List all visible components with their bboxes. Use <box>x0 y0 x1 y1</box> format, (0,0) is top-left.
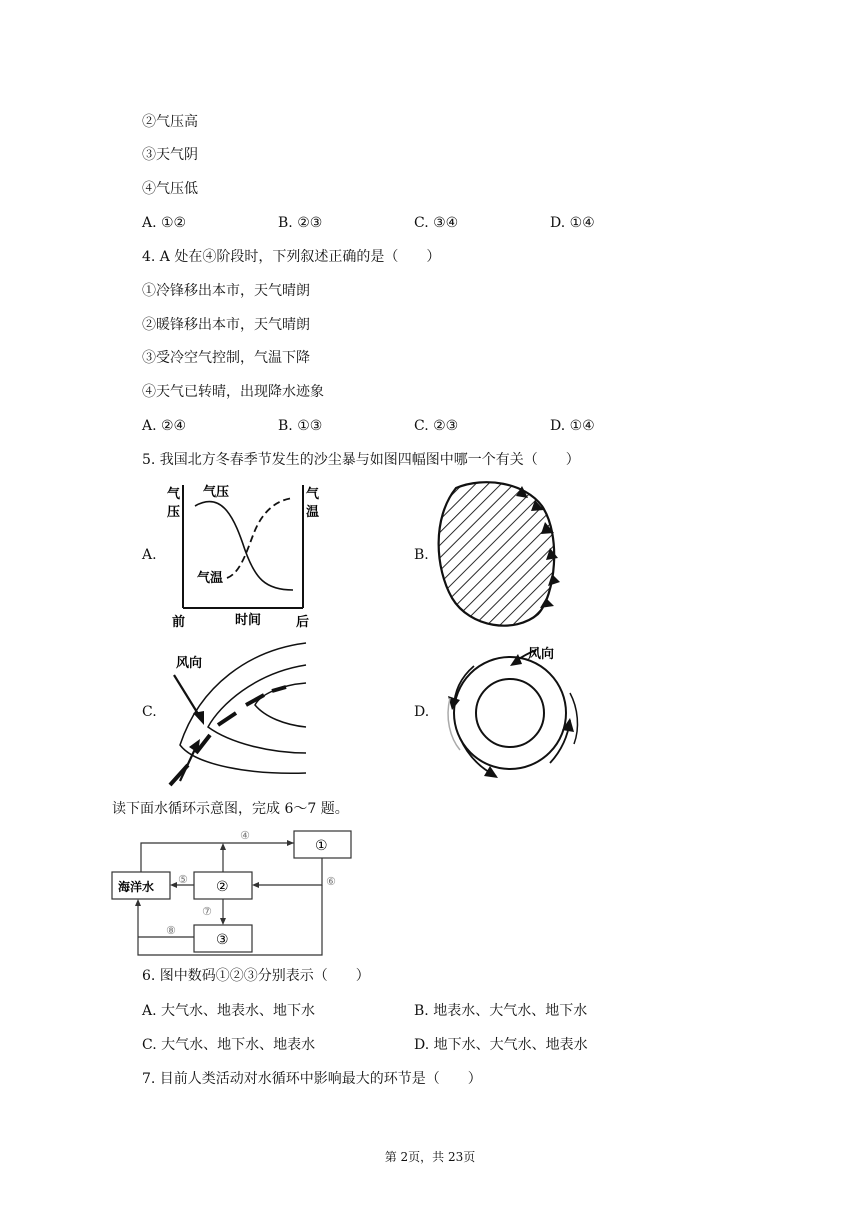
q7-stem: 7. 目前人类活动对水循环中影响最大的环节是（ ） <box>142 1071 482 1087</box>
q5-label-a: A. <box>142 547 157 563</box>
cycle-box-3-label: ③ <box>216 932 229 948</box>
cycle-box-1-label: ① <box>315 838 328 854</box>
q4-item-1: ①冷锋移出本市，天气晴朗 <box>142 283 310 299</box>
q4-item-2: ②暖锋移出本市，天气晴朗 <box>142 317 310 333</box>
q3-item-4: ④气压低 <box>142 181 198 197</box>
q6-option-b: B. 地表水、大气水、地下水 <box>414 1003 588 1019</box>
fig-a-right-axis-2: 温 <box>306 505 320 520</box>
section-intro: 读下面水循环示意图，完成 6～7 题。 <box>112 801 349 817</box>
fig-a-x-after: 后 <box>296 615 310 630</box>
q6-stem: 6. 图中数码①②③分别表示（ ） <box>142 968 370 984</box>
fig-a-left-axis-2: 压 <box>167 505 181 520</box>
fig-d-wind-label: 风向 <box>528 647 555 662</box>
q6-option-c: C. 大气水、地下水、地表水 <box>142 1037 316 1053</box>
q6-option-a: A. 大气水、地表水、地下水 <box>142 1003 316 1019</box>
q3-option-c: C. ③④ <box>414 215 459 231</box>
cycle-arrow-6: ⑥ <box>326 875 336 888</box>
q5-stem: 5. 我国北方冬春季节发生的沙尘暴与如图四幅图中哪一个有关（ ） <box>142 452 580 468</box>
q5-label-b: B. <box>414 547 429 563</box>
q4-option-c: C. ②③ <box>414 418 459 434</box>
q3-option-a: A. ①② <box>142 215 187 231</box>
q5-label-d: D. <box>414 704 430 720</box>
q4-option-d: D. ①④ <box>550 418 595 434</box>
cycle-arrow-7: ⑦ <box>202 905 212 918</box>
water-cycle-diagram <box>108 825 358 960</box>
fig-a-right-axis-1: 气 <box>306 487 320 502</box>
q5-figure-c <box>160 635 308 795</box>
q5-figure-d <box>440 638 590 788</box>
fig-a-temperature-label: 气温 <box>197 571 224 586</box>
cycle-arrow-4: ④ <box>240 829 250 842</box>
fig-a-left-axis-1: 气 <box>167 487 181 502</box>
q4-option-a: A. ②④ <box>142 418 187 434</box>
page-footer: 第 2页，共 23页 <box>384 1150 476 1164</box>
q6-option-d: D. 地下水、大气水、地表水 <box>414 1037 588 1053</box>
q5-figure-a <box>165 480 325 630</box>
q3-item-2: ②气压高 <box>142 114 198 130</box>
fig-a-x-before: 前 <box>172 615 186 630</box>
q5-label-c: C. <box>142 704 157 720</box>
cycle-arrow-5: ⑤ <box>178 873 188 886</box>
q4-option-b: B. ①③ <box>278 418 323 434</box>
cycle-box-2-label: ② <box>216 879 229 895</box>
q5-figure-b <box>430 478 570 633</box>
q4-item-3: ③受冷空气控制，气温下降 <box>142 350 310 366</box>
fig-a-x-time: 时间 <box>235 613 262 628</box>
fig-a-pressure-label: 气压 <box>203 485 230 500</box>
q4-stem: 4. A 处在④阶段时，下列叙述正确的是（ ） <box>142 249 441 265</box>
q4-item-4: ④天气已转晴，出现降水迹象 <box>142 384 324 400</box>
cycle-ocean-label: 海洋水 <box>118 880 155 894</box>
q3-option-b: B. ②③ <box>278 215 323 231</box>
cycle-arrow-8: ⑧ <box>166 924 176 937</box>
fig-c-wind-label: 风向 <box>176 656 203 671</box>
q3-item-3: ③天气阴 <box>142 147 198 163</box>
q3-option-d: D. ①④ <box>550 215 595 231</box>
